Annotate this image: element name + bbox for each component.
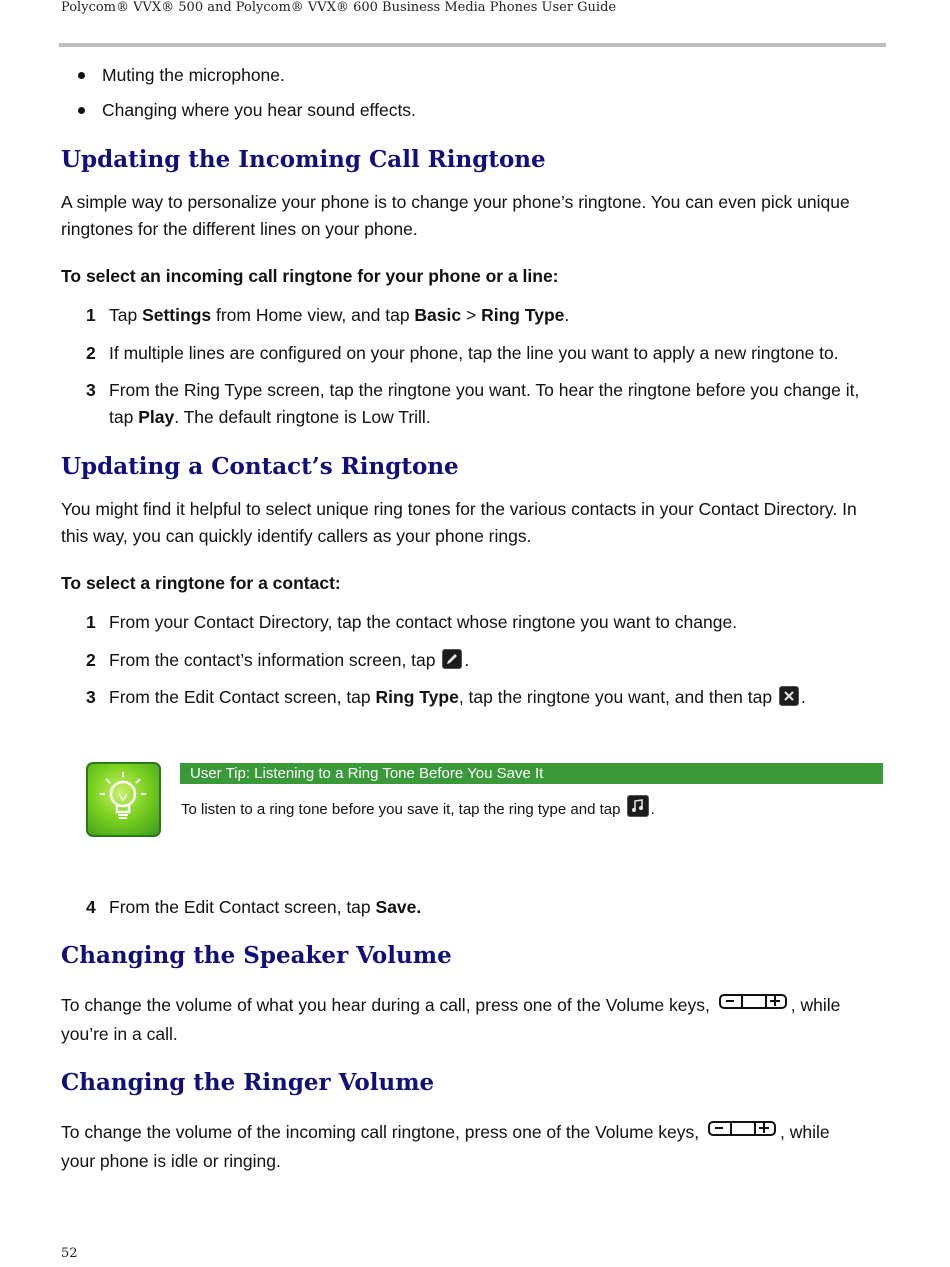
volume-keys-icon — [719, 994, 787, 1009]
section-heading: Changing the Ringer Volume — [61, 1069, 435, 1096]
edit-icon — [442, 649, 462, 669]
step-number: 2 — [86, 650, 96, 670]
step-number: 2 — [86, 343, 96, 363]
paragraph-line: you’re in a call. — [61, 1024, 178, 1044]
step-number: 3 — [86, 687, 96, 707]
page-number: 52 — [61, 1246, 78, 1261]
section-heading: Updating a Contact’s Ringtone — [61, 453, 459, 480]
step-number: 1 — [86, 305, 96, 325]
step-text: From the contact’s information screen, tap . — [109, 650, 470, 670]
paragraph-line: ringtones for the different lines on your phone. — [61, 219, 418, 239]
step-text: tap Play. The default ringtone is Low Trill. — [109, 407, 431, 427]
step-text: Tap Settings from Home view, and tap Basic > Ring Type. — [109, 305, 570, 325]
section-heading: Changing the Speaker Volume — [61, 942, 452, 969]
volume-keys-icon — [708, 1121, 776, 1136]
lightbulb-icon — [86, 762, 161, 837]
section-heading: Updating the Incoming Call Ringtone — [61, 146, 546, 173]
tip-title-bar — [180, 763, 883, 784]
paragraph-line: your phone is idle or ringing. — [61, 1151, 281, 1171]
paragraph-line: A simple way to personalize your phone is to change your phone’s ringtone. You can even pick unique — [61, 192, 850, 212]
paragraph-line: this way, you can quickly identify callers as your phone rings. — [61, 526, 532, 546]
procedure-title: To select a ringtone for a contact: — [61, 573, 341, 593]
step-number: 3 — [86, 380, 96, 400]
tip-text: To listen to a ring tone before you save it, tap the ring type and tap . — [181, 795, 655, 818]
step-text: From the Ring Type screen, tap the ringtone you want. To hear the ringtone before you change it, — [109, 380, 860, 400]
step-text: From your Contact Directory, tap the contact whose ringtone you want to change. — [109, 612, 738, 632]
header-rule — [59, 43, 886, 47]
step-text: From the Edit Contact screen, tap Ring Type, tap the ringtone you want, and then tap . — [109, 687, 806, 707]
step-number: 1 — [86, 612, 96, 632]
running-header: Polycom® VVX® 500 and Polycom® VVX® 600 Business Media Phones User Guide — [61, 0, 617, 15]
music-note-icon — [627, 795, 649, 817]
step-number: 4 — [86, 897, 96, 917]
procedure-title: To select an incoming call ringtone for your phone or a line: — [61, 266, 559, 286]
paragraph-line: You might find it helpful to select unique ring tones for the various contacts in your Contact Directory. In — [61, 499, 857, 519]
paragraph-line: To change the volume of the incoming call ringtone, press one of the Volume keys, , while — [61, 1122, 830, 1142]
step-text: If multiple lines are configured on your phone, tap the line you want to apply a new ringtone to. — [109, 343, 839, 363]
bullet-dot — [78, 107, 85, 114]
tip-title: User Tip: Listening to a Ring Tone Before You Save It — [190, 765, 544, 782]
step-text: From the Edit Contact screen, tap Save. — [109, 897, 422, 917]
bullet-item: Muting the microphone. — [102, 65, 285, 85]
bullet-dot — [78, 72, 85, 79]
paragraph-line: To change the volume of what you hear during a call, press one of the Volume keys, , while — [61, 995, 841, 1015]
bullet-item: Changing where you hear sound effects. — [102, 100, 416, 120]
close-icon — [779, 686, 799, 706]
